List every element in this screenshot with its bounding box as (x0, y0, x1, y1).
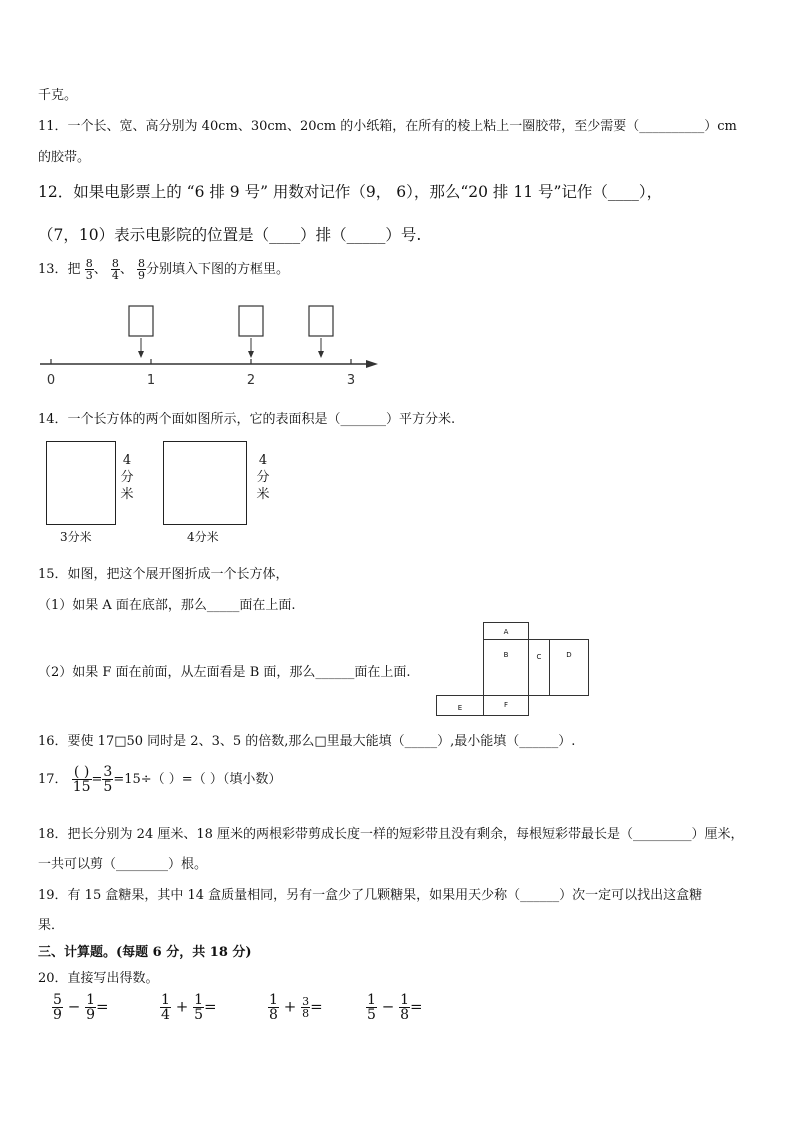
q14-face-1-width: 3分米 (60, 530, 92, 544)
q14-face-2-width: 4分米 (187, 530, 219, 544)
q11-answer-blank[interactable]: __________ (639, 119, 705, 134)
q15-intro: 15．如图，把这个展开图折成一个长方体， (38, 567, 289, 582)
q20-expr-2 (160, 993, 217, 1022)
q11-line1 (38, 115, 737, 134)
net-face-d: D (549, 639, 589, 696)
q20-e2-op: + (175, 997, 189, 1016)
number-line-label-0: 0 (46, 373, 56, 388)
q17-fraction-1[interactable]: $\frac{( )}{15}$ (72, 764, 91, 795)
q13-sep-1: 、 (93, 262, 107, 277)
q12-line1: 12．如果电影票上的 “6 排 9 号” 用数对记作（9， 6），那么“20 排 11 号”记作（____）， (38, 183, 663, 201)
number-line-answer-box-1[interactable] (129, 306, 153, 358)
net-face-c: C (528, 639, 550, 696)
q13-suffix: 分别填入下图的方框里。 (146, 262, 290, 277)
q20-e2-b: $\frac{1}{5}$ (194, 992, 203, 1023)
q20-intro: 20．直接写出得数。 (38, 971, 159, 986)
q20-e3-op: + (283, 997, 297, 1016)
q20-e2-a: $\frac{1}{4}$ (161, 992, 170, 1023)
q20-e4-a: $\frac{1}{5}$ (367, 992, 376, 1023)
q17-suffix: =15÷（ ）=（ ）（填小数） (113, 772, 282, 787)
q14-face-2 (163, 441, 247, 525)
q20-e3-b: $\frac{3}{8}$ (302, 995, 310, 1020)
q19-line2: 果． (38, 918, 65, 933)
q15-part1: （1）如果 A 面在底部，那么_____面在上面. (38, 598, 296, 613)
q14-face-1 (46, 441, 116, 525)
q11-line2: 的胶带。 (38, 150, 91, 165)
net-face-e: E (436, 695, 484, 716)
q13-prefix: 13．把 (38, 262, 81, 277)
q13-fraction-3: $\frac{8}{9}$ (138, 257, 145, 282)
number-line-label-1: 1 (146, 373, 156, 388)
q20-e1-b: $\frac{1}{9}$ (86, 992, 95, 1023)
q20-expr-1 (52, 993, 109, 1022)
number-line-label-2: 2 (246, 373, 256, 388)
q20-expr-4 (366, 993, 423, 1022)
number-line-label-3: 3 (346, 373, 356, 388)
q20-e1-a: $\frac{5}{9}$ (53, 992, 62, 1023)
net-face-a: A (483, 622, 529, 640)
q20-e1-eq: = (95, 997, 109, 1016)
q14-text: 14．一个长方体的两个面如图所示，它的表面积是（_______）平方分米. (38, 412, 456, 427)
q16-text: 16．要使 17□50 同时是 2、3、5 的倍数,那么□里最大能填（_____）,最小能填（______）. (38, 734, 576, 749)
section-3-heading: 三、计算题。(每题 6 分，共 18 分) (38, 945, 252, 960)
q10-tail: 千克。 (38, 88, 78, 103)
q14-face-1-height: 4分米 (120, 453, 134, 502)
q20-e1-op: − (67, 997, 81, 1016)
net-face-f: F (483, 695, 529, 716)
q13-fraction-1: $\frac{8}{3}$ (85, 257, 93, 282)
q19-line1: 19．有 15 盒糖果，其中 14 盒质量相同，另有一盒少了几颗糖果，如果用天少称（______）次一定可以找出这盒糖 (38, 888, 703, 903)
number-line-answer-box-2[interactable] (239, 306, 263, 358)
q17-prefix: 17． (38, 772, 68, 787)
q20-e4-eq: = (409, 997, 423, 1016)
q17-text (38, 765, 281, 794)
q17-eq: = (91, 772, 103, 787)
q12-line2: （7，10）表示电影院的位置是（____）排（_____）号. (38, 226, 422, 244)
q13-text (38, 258, 289, 281)
q20-e2-eq: = (203, 997, 217, 1016)
q20-expr-3 (268, 993, 323, 1022)
q13-sep-2: 、 (119, 262, 133, 277)
q11-unit: ）cm (704, 119, 737, 134)
q20-e3-a: $\frac{1}{8}$ (269, 992, 278, 1023)
q18-line1: 18．把长分别为 24 厘米、18 厘米的两根彩带剪成长度一样的短彩带且没有剩余，每根短彩带最长是（_________）厘米， (38, 827, 744, 842)
net-face-b: B (483, 639, 529, 696)
q20-e4-b: $\frac{1}{8}$ (400, 992, 409, 1023)
q13-number-line (30, 300, 390, 390)
q18-line2: 一共可以剪（________）根。 (38, 857, 208, 872)
q13-fraction-2: $\frac{8}{4}$ (111, 257, 119, 282)
q14-face-2-height: 4分米 (256, 453, 270, 502)
q17-fraction-2: $\frac{3}{5}$ (103, 764, 113, 795)
q20-e4-op: − (381, 997, 395, 1016)
q20-e3-eq: = (310, 997, 323, 1016)
q15-part2: （2）如果 F 面在前面，从左面看是 B 面，那么______面在上面. (38, 665, 411, 680)
q11-text: 11．一个长、宽、高分别为 40cm、30cm、20cm 的小纸箱，在所有的棱上粘上一圈胶带，至少需要（ (38, 119, 640, 134)
number-line-answer-box-3[interactable] (309, 306, 333, 358)
